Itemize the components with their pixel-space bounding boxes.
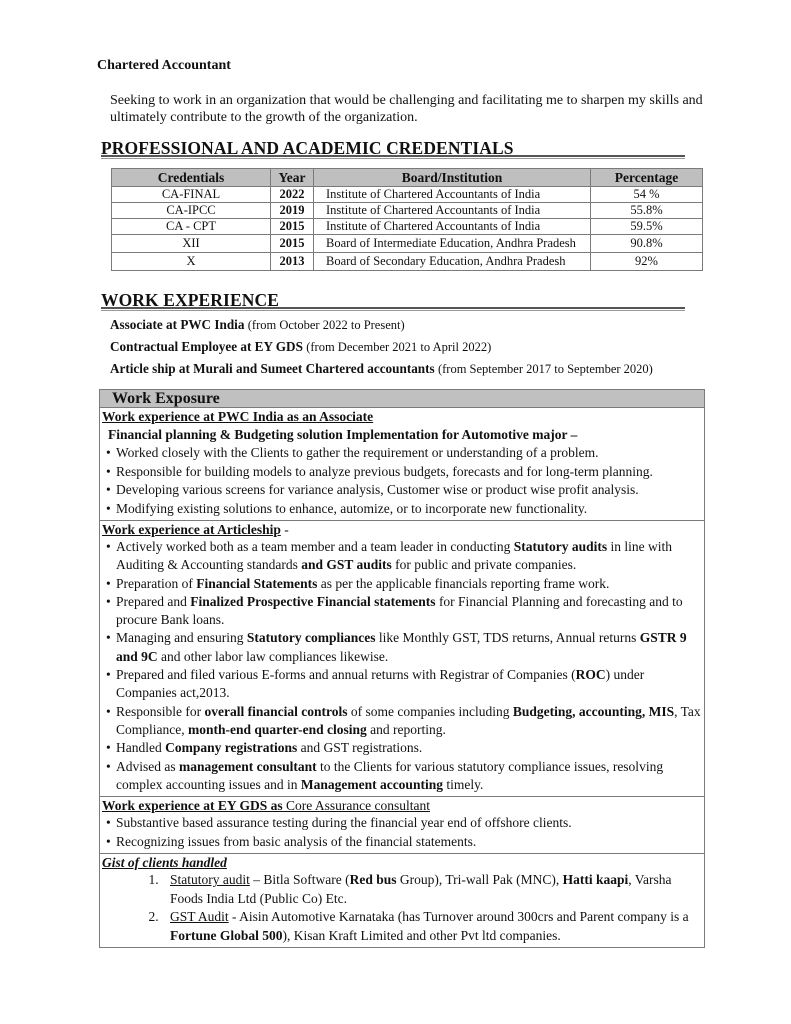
pwc-project-intro: Financial planning & Budgeting solution Implementation for Automotive major – bbox=[108, 427, 578, 442]
bold-text: Management accounting bbox=[300, 776, 443, 792]
board-cell: Board of Intermediate Education, Andhra Pradesh bbox=[314, 235, 591, 253]
bullet-item bbox=[106, 538, 704, 575]
articleship-exposure-block bbox=[100, 521, 704, 797]
col-year: Year bbox=[271, 169, 314, 187]
career-objective: Seeking to work in an organization that would be challenging and facilitating me to sharpen my skills and ultimately contribute to the growth of the organization. bbox=[110, 93, 703, 125]
ey-heading-role: Core Assurance consultant bbox=[282, 798, 430, 814]
credential-cell: CA-FINAL bbox=[112, 187, 271, 203]
bold-text: ROC bbox=[575, 667, 606, 683]
percentage-cell: 55.8% bbox=[591, 203, 703, 219]
bold-text: overall financial controls bbox=[204, 703, 348, 719]
text: Prepared and filed various E-forms and annual returns with Registrar of Companies ( bbox=[116, 667, 576, 683]
year-cell: 2019 bbox=[271, 203, 314, 219]
credential-row bbox=[112, 235, 703, 253]
bold-text: Financial Statements bbox=[196, 575, 318, 591]
credential-cell: CA-IPCC bbox=[112, 203, 271, 219]
col-board: Board/Institution bbox=[314, 169, 591, 187]
job-period: (from September 2017 to September 2020) bbox=[437, 362, 653, 376]
percentage-cell: 54 % bbox=[591, 187, 703, 203]
pwc-exposure-heading: Work experience at PWC India as an Associate bbox=[102, 409, 374, 424]
bold-text: Finalized Prospective Financial statements bbox=[190, 593, 436, 609]
text: Prepared and bbox=[116, 593, 191, 609]
bullet-item: • Recognizing issues from basic analysis of the financial statements. bbox=[106, 833, 704, 852]
text: Group), Tri-wall Pak (MNC), bbox=[396, 872, 563, 888]
pwc-exposure-block bbox=[100, 408, 704, 521]
year-cell: 2015 bbox=[271, 219, 314, 235]
text: Advised as bbox=[116, 758, 179, 774]
bullet-item bbox=[106, 593, 704, 630]
heading-rule bbox=[101, 307, 685, 311]
text: ), Kisan Kraft Limited and other Pvt ltd companies. bbox=[282, 927, 561, 943]
bullet-item bbox=[106, 575, 704, 593]
text: – Bitla Software ( bbox=[249, 872, 350, 888]
job-entry bbox=[110, 339, 491, 355]
articleship-heading-line bbox=[100, 521, 704, 538]
heading-rule bbox=[101, 155, 685, 159]
text: to the Clients for various statutory compliance issues, resolving complex accounting issues and in bbox=[116, 758, 664, 792]
ey-bullet-list bbox=[100, 814, 704, 851]
text: Handled bbox=[116, 740, 166, 756]
bullet-item: • Worked closely with the Clients to gather the requirement or understanding of a problem. bbox=[106, 444, 704, 463]
bold-text: GSTR 9 and 9C bbox=[116, 630, 687, 664]
ey-exposure-heading bbox=[100, 797, 704, 814]
bullet-item bbox=[106, 739, 704, 757]
text: and other labor law compliances likewise. bbox=[157, 648, 389, 664]
resume-title: Chartered Accountant bbox=[97, 58, 231, 73]
client-item bbox=[162, 871, 704, 908]
credential-cell: X bbox=[112, 253, 271, 271]
ey-heading-bold: Work experience at EY GDS as bbox=[102, 798, 283, 814]
board-cell: Institute of Chartered Accountants of India bbox=[314, 219, 591, 235]
text: as per the applicable financials reporting frame work. bbox=[317, 575, 610, 591]
col-percentage: Percentage bbox=[591, 169, 703, 187]
text: and reporting. bbox=[366, 721, 446, 737]
text: , Varsha Foods India Ltd (Public Co) Etc. bbox=[170, 872, 672, 906]
job-entry bbox=[110, 361, 653, 377]
percentage-cell: 59.5% bbox=[591, 219, 703, 235]
credentials-heading: PROFESSIONAL AND ACADEMIC CREDENTIALS bbox=[101, 138, 514, 158]
ey-exposure-block bbox=[100, 797, 704, 854]
text: - Aisin Automotive Karnataka (has Turnover around 300crs and Parent company is a bbox=[228, 909, 689, 925]
job-role: Associate at PWC India bbox=[110, 317, 245, 332]
articleship-heading: Work experience at Articleship bbox=[102, 522, 281, 537]
job-period: (from December 2021 to April 2022) bbox=[306, 340, 492, 354]
client-item bbox=[162, 908, 704, 945]
audit-type: GST Audit bbox=[170, 909, 229, 925]
text: for Financial Planning and forecasting and to procure Bank loans. bbox=[116, 593, 683, 628]
text: Preparation of bbox=[116, 575, 197, 591]
bold-text: Company registrations bbox=[165, 740, 298, 756]
text: timely. bbox=[442, 776, 484, 792]
bullet-item bbox=[106, 666, 704, 703]
articleship-heading-suffix: - bbox=[280, 522, 289, 537]
bold-text: management consultant bbox=[179, 758, 317, 774]
job-period: (from October 2022 to Present) bbox=[247, 318, 405, 332]
job-entry bbox=[110, 317, 405, 333]
bullet-item: • Modifying existing solutions to enhance, automize, or to incorporate new functionality. bbox=[106, 500, 704, 519]
credentials-table bbox=[111, 168, 703, 271]
board-cell: Board of Secondary Education, Andhra Pradesh bbox=[314, 253, 591, 271]
bullet-item: • Developing various screens for variance analysis, Customer wise or product wise profit analysis. bbox=[106, 481, 704, 500]
text: , Tax Compliance, bbox=[116, 703, 701, 737]
col-credentials: Credentials bbox=[112, 169, 271, 187]
audit-type: Statutory audit bbox=[170, 872, 250, 888]
bullet-item: • Substantive based assurance testing during the financial year end of offshore clients. bbox=[106, 814, 704, 833]
credential-row bbox=[112, 187, 703, 203]
bold-text: Budgeting, accounting, MIS bbox=[512, 703, 675, 719]
bullet-item bbox=[106, 758, 704, 795]
gist-client-list bbox=[100, 871, 704, 945]
credential-row bbox=[112, 219, 703, 235]
year-cell: 2022 bbox=[271, 187, 314, 203]
bold-text: month-end quarter-end closing bbox=[187, 721, 367, 737]
work-exposure-table bbox=[99, 389, 705, 948]
gist-block bbox=[100, 854, 704, 947]
text: in line with Auditing & Accounting standards bbox=[116, 539, 672, 573]
credential-row bbox=[112, 203, 703, 219]
table-header-row bbox=[112, 169, 703, 187]
text: Responsible for bbox=[116, 703, 205, 719]
articleship-bullet-list bbox=[100, 538, 704, 794]
board-cell: Institute of Chartered Accountants of India bbox=[314, 187, 591, 203]
text: like Monthly GST, TDS returns, Annual returns bbox=[375, 630, 640, 646]
gist-heading: Gist of clients handled bbox=[102, 855, 227, 871]
bullet-item: • Responsible for building models to analyze previous budgets, forecasts and for long-term planning. bbox=[106, 463, 704, 482]
bold-text: Statutory compliances bbox=[246, 630, 376, 646]
bold-text: Statutory audits bbox=[513, 539, 608, 554]
text: Managing and ensuring bbox=[116, 630, 247, 646]
board-cell: Institute of Chartered Accountants of India bbox=[314, 203, 591, 219]
bold-text: Fortune Global 500 bbox=[170, 927, 283, 943]
text: and GST registrations. bbox=[297, 740, 423, 756]
text: ) under Companies act,2013. bbox=[116, 667, 645, 701]
bold-text: Hatti kaapi bbox=[562, 872, 629, 888]
credential-cell: XII bbox=[112, 235, 271, 253]
work-exposure-heading: Work Exposure bbox=[100, 390, 704, 408]
year-cell: 2015 bbox=[271, 235, 314, 253]
pwc-bullet-list bbox=[100, 444, 704, 518]
percentage-cell: 92% bbox=[591, 253, 703, 271]
bullet-item bbox=[106, 629, 704, 666]
job-role: Article ship at Murali and Sumeet Chartered accountants bbox=[110, 361, 435, 376]
text: of some companies including bbox=[347, 703, 513, 719]
percentage-cell: 90.8% bbox=[591, 235, 703, 253]
bold-text: and GST audits bbox=[301, 557, 392, 573]
work-experience-heading: WORK EXPERIENCE bbox=[101, 290, 279, 310]
text: for public and private companies. bbox=[391, 557, 577, 573]
job-role: Contractual Employee at EY GDS bbox=[110, 339, 303, 354]
bold-text: Red bus bbox=[349, 872, 397, 888]
credential-cell: CA - CPT bbox=[112, 219, 271, 235]
credential-row bbox=[112, 253, 703, 271]
year-cell: 2013 bbox=[271, 253, 314, 271]
bullet-item bbox=[106, 703, 704, 740]
text: Actively worked both as a team member and a team leader in conducting bbox=[116, 539, 514, 554]
